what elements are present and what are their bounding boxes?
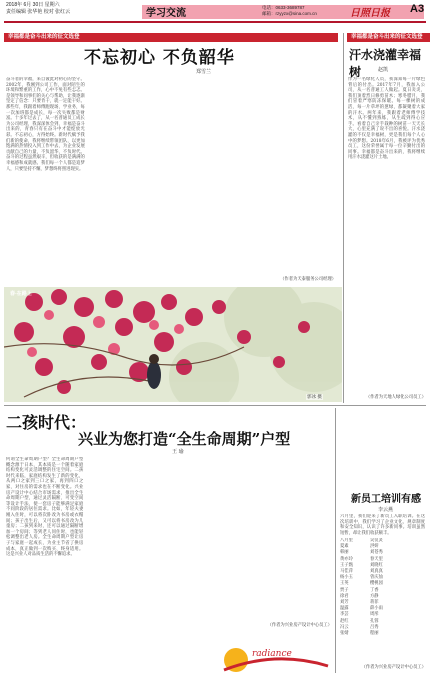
svg-text:radiance: radiance <box>252 649 292 659</box>
column-divider <box>343 33 344 403</box>
participant-name: 李芸 <box>340 612 349 618</box>
article2-title: 汗水浇灌幸福树 <box>349 48 422 79</box>
participant-name: 温露 <box>340 606 349 612</box>
header-rule <box>4 21 426 23</box>
participant-name: 吕秀 <box>370 624 379 630</box>
article3-subtitle: 兴业为您打造“全生命周期”户型 <box>78 430 291 448</box>
participant-name: 杨小玉 <box>340 575 353 581</box>
participant-name: 方静 <box>370 593 379 599</box>
article2-body: 作为一名绿化人员，我深知每一片绿色背后的付出。2017年7月，我加入公司，从一名普通工人做起。夏日炎炎，我们顶着烈日修剪苗木；寒冬腊月，我们冒着严寒防冻保暖。每一棵树的成活，每一片草坪的葱绿，都凝聚着大家的汗水。两年来，我跟着老师傅学技术，从不懂到熟练，从生疏到得心应手。看着自己亲手栽种的树苗一天天长大，心里充满了说不出的喜悦。汗水浇灌的不仅是幸福树，更是我们每个人心中的梦想。2018年6月，我被评为优秀员工，这份荣誉属于每一位辛勤付出的同事。幸福都是奋斗出来的，我将继续用汗水浇灌这片土地。 <box>348 77 425 161</box>
article1-source: （作者为天泰服务公司经理） <box>280 277 336 282</box>
participant-name: 韩丽 <box>340 550 349 556</box>
column-divider-bottom <box>335 408 336 673</box>
article1-kicker: 幸福都是奋斗出来的征文选登 <box>4 33 338 42</box>
participant-name: 八月里 <box>340 538 353 543</box>
article1-title: 不忘初心 不负韶华 <box>84 48 235 68</box>
flower-photo-illustration <box>4 287 342 402</box>
issue-date: 2018年 6月 30日 星期六 <box>6 2 60 8</box>
article2-source: （作者为天地人绿化公司员工） <box>365 395 426 400</box>
participant-name: 樱桃园 <box>370 581 383 587</box>
participant-name: 赵红 <box>340 618 349 624</box>
radiance-logo <box>216 640 334 674</box>
participant-name: 贾子 <box>340 587 349 593</box>
participant-name: 刘真真 <box>370 569 383 575</box>
participant-name: 刘苍秀 <box>370 550 383 556</box>
article3-body: 何谓全生命周期户型？全生命周期户型概念源于日本，其本质是一个随着家庭结构变化可灵活调整的住宅空间。二孩时代来临，家庭结构发生了新的变化，从两口之家到三口之家，再到四口之家，对住房的需求也在不断变化。兴业房产设计中心结合市场需求，推出全生命周期户型，通过灵活隔断、可变空间等设计手法，使一套房子能够满足家庭不同阶段的居住需求。比如，年轻夫妻刚入住时，可以将次卧改为书房或衣帽间；孩子出生后，又可以将书房改为儿童房；二孩到来时，还可以通过隔断增加一个房间；等到老人同住时，也能轻松调整出老人房。全生命周期户型让房子与家庭一起成长，为业主节省了换房成本，真正做到一次购买、终身适用。这是兴业人对品质生活的不懈追求。 <box>6 457 84 558</box>
participant-name: 吴仪灵 <box>370 538 383 543</box>
article3-source: （作者为兴业房产设计中心员工） <box>267 623 332 628</box>
article1-body: 奋斗者的幸福，来自彼此对初心的坚守。2002年，我刚到公司工作，面对陌生的环境和繁重的工作，心中不免有些忐忑。是领导和同事们的关心与帮助，让我逐渐坚定了信念：只要肯干，就一定能干好。那些年，我跟着师傅跑现场、学业务，每一次加班都是成长，每一次失败都是财富。十多年过去了，从一名普通员工成长为公司经理，我深深体会到，幸福是奋斗出来的，青春只有在奋斗中才能绽放光彩。不忘初心，方得始终。新时代赋予我们新的使命，我将继续带领团队，以更加饱满的热情投入到工作中去，为企业发展贡献自己的力量，不负韶华，不负时代。奋斗的过程虽然艰辛，但收获的是满满的幸福感和成就感。我们每一个人都是追梦人，只要坚持不懈，梦想终将照进现实。 <box>6 77 85 172</box>
participant-list <box>340 538 426 663</box>
photo-credit: 郭冰 摄 <box>307 395 322 400</box>
section-divider <box>4 405 426 406</box>
page-number: A3 <box>410 3 425 15</box>
page-header <box>0 0 430 30</box>
editors-line: 责任编辑 张华艳 校对 张红云 <box>6 9 71 15</box>
email-address: 邮箱：rzyyzx@sina.com.cn <box>262 11 317 16</box>
photo-caption: 春·在路上 <box>10 291 32 297</box>
participant-name: 薛小雨 <box>370 606 383 612</box>
participant-name: 刘芳 <box>340 600 349 606</box>
article2-author: 赵凯 <box>378 67 389 73</box>
participant-name: 丁香 <box>370 587 379 593</box>
participant-name: 刘晓红 <box>370 562 383 568</box>
article4-body: 六月里，我们迎来了新员工入职培训。在这次培训中，我们学习了企业文化、规章制度和安全知识，认识了许多新同事。培训虽然短暂，却让我们收获颇丰。 <box>340 514 425 536</box>
participant-name: 春天里 <box>370 556 383 562</box>
article4-title: 新员工培训有感 <box>351 494 421 505</box>
article2-kicker: 幸福都是奋斗出来的征文选登 <box>347 33 430 42</box>
participant-name: 洪妍 <box>370 544 379 550</box>
participant-name: 曾庆仙 <box>370 575 383 581</box>
participant-name: 徐君 <box>340 593 349 599</box>
participant-name: 马佳萍 <box>340 569 353 575</box>
participant-name: 张婧 <box>340 631 349 637</box>
article4-author: 李云燕 <box>378 507 394 513</box>
section-name: 学习交流 <box>146 8 186 19</box>
radiance-logo-art <box>216 640 334 674</box>
article1-author: 郑雪兰 <box>196 69 212 75</box>
article3-author: 王 瑜 <box>172 449 184 455</box>
participant-name: 夏素 <box>340 544 349 550</box>
participant-name: 王子甄 <box>340 562 353 568</box>
participant-name: 黄亦玲 <box>340 556 353 562</box>
participant-name: 冯云 <box>340 624 349 630</box>
participant-name: 王英 <box>340 581 349 587</box>
phone-number: 电话：0633-3689787 <box>262 5 305 10</box>
participant-name: 周彤 <box>370 612 379 618</box>
newspaper-logo: 日照日报 <box>350 8 390 19</box>
participant-name: 蒋菲 <box>370 600 379 606</box>
article3-title: 二孩时代： <box>6 413 87 432</box>
participant-name: 孔蓉 <box>370 618 379 624</box>
article4-source: （作者为兴业房产设计中心员工） <box>361 665 426 670</box>
spring-photo <box>4 287 342 402</box>
participant-name: 程丽 <box>370 631 379 637</box>
